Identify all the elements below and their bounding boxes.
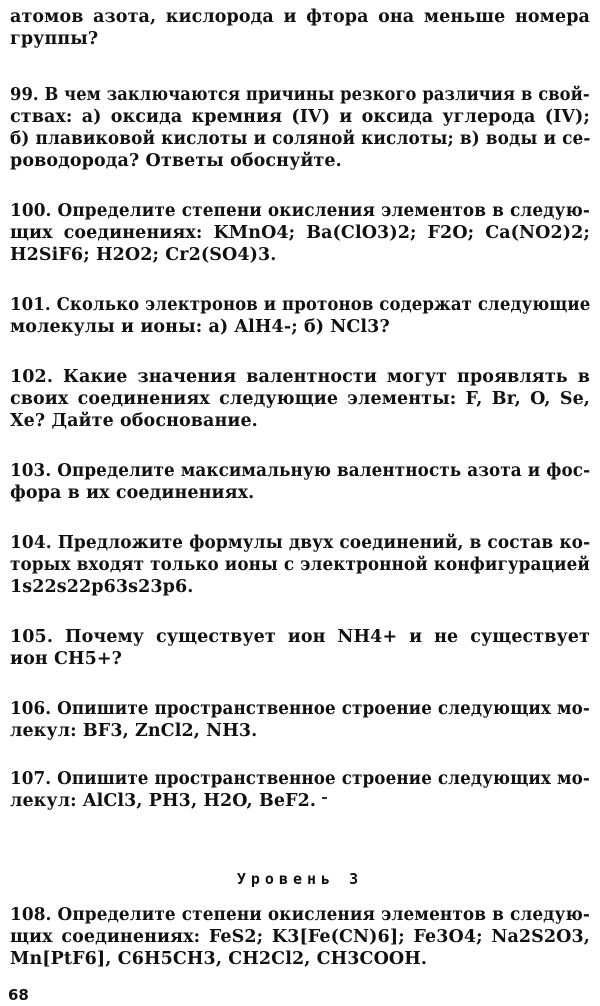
problem-text-line: Mn[PtF6], C6H5CH3, CH2Cl2, CH3COOH.	[10, 949, 428, 969]
page-number: 68	[8, 986, 29, 1004]
problem-107	[10, 768, 590, 812]
problem-108	[10, 904, 590, 970]
problem-text-line: Какие значения валентности могут проявлять в	[63, 367, 590, 387]
problem-number: 106.	[10, 699, 52, 719]
problem-text-line: роводорода? Ответы обоснуйте.	[10, 151, 342, 171]
problem-text-line: ствах: а) оксида кремния (IV) и оксида углерода (IV);	[10, 107, 590, 127]
problem-number: 100.	[10, 201, 52, 221]
problem-text-line: Почему существует ион NH4+ и не существует	[64, 627, 590, 647]
level-heading: Уровень 3	[236, 870, 364, 888]
problem-106	[10, 698, 590, 742]
problem-text-line: 1s22s22p63s23p6.	[10, 577, 194, 597]
problem-103	[10, 460, 590, 504]
problem-99	[10, 84, 590, 172]
problem-number: 102.	[10, 367, 54, 387]
problem-102	[10, 366, 590, 432]
problem-text-line: щих соединениях: FeS2; K3[Fe(CN)6]; Fe3O4; Na2S2O3,	[10, 927, 590, 947]
problem-105	[10, 626, 590, 670]
problem-text-line: Определите максимальную валентность азота и фос-	[57, 461, 591, 481]
problem-text-line: щих соединениях: KMnO4; Ba(ClO3)2; F2O; Ca(NO2)2;	[10, 223, 590, 243]
problem-text-line: б) плавиковой кислоты и соляной кислоты; в) воды и се-	[10, 129, 591, 149]
problem-text-line: своих соединениях следующие элементы: F, Br, O, Se,	[10, 389, 590, 409]
print-speck	[322, 797, 327, 799]
problem-text-line: фора в их соединениях.	[10, 483, 255, 503]
problem-text-line: Определите степени окисления элементов в следую-	[57, 905, 590, 925]
problem-number: 108.	[10, 905, 52, 925]
problem-text-line: Определите степени окисления элементов в следую-	[57, 201, 590, 221]
problem-101	[10, 294, 590, 338]
problem-text-line: Опишите пространственное строение следующих мо-	[57, 769, 590, 789]
intro-line-1: атомов азота, кислорода и фтора она меньше номера	[10, 7, 590, 27]
intro-paragraph	[10, 6, 590, 50]
problem-text-line: В чем заключаются причины резкого различия в свой-	[44, 85, 590, 105]
problem-text-line: ион CH5+?	[10, 649, 123, 669]
problem-number: 103.	[10, 461, 52, 481]
problem-100	[10, 200, 590, 266]
problem-text-line: Сколько электронов и протонов содержат следующие	[56, 295, 591, 315]
problem-number: 99.	[10, 85, 39, 105]
problem-text-line: Опишите пространственное строение следующих мо-	[57, 699, 590, 719]
problem-number: 105.	[10, 627, 54, 647]
problem-number: 104.	[10, 533, 52, 553]
problem-text-line: Xe? Дайте обоснование.	[10, 411, 258, 431]
problem-text-line: лекул: BF3, ZnCl2, NH3.	[10, 721, 258, 741]
problem-number: 107.	[10, 769, 52, 789]
problem-number: 101.	[10, 295, 51, 315]
problem-text-line: Предложите формулы двух соединений, в состав ко-	[57, 533, 591, 553]
problem-text-line: лекул: AlCl3, PH3, H2O, BeF2.	[10, 791, 317, 811]
problem-104	[10, 532, 590, 598]
problem-text-line: торых входят только ионы с электронной конфигурацией	[10, 555, 590, 575]
problem-text-line: молекулы и ионы: а) AlH4-; б) NCl3?	[10, 317, 390, 337]
problem-text-line: H2SiF6; H2O2; Cr2(SO4)3.	[10, 245, 277, 265]
intro-line-2: группы?	[10, 29, 99, 49]
